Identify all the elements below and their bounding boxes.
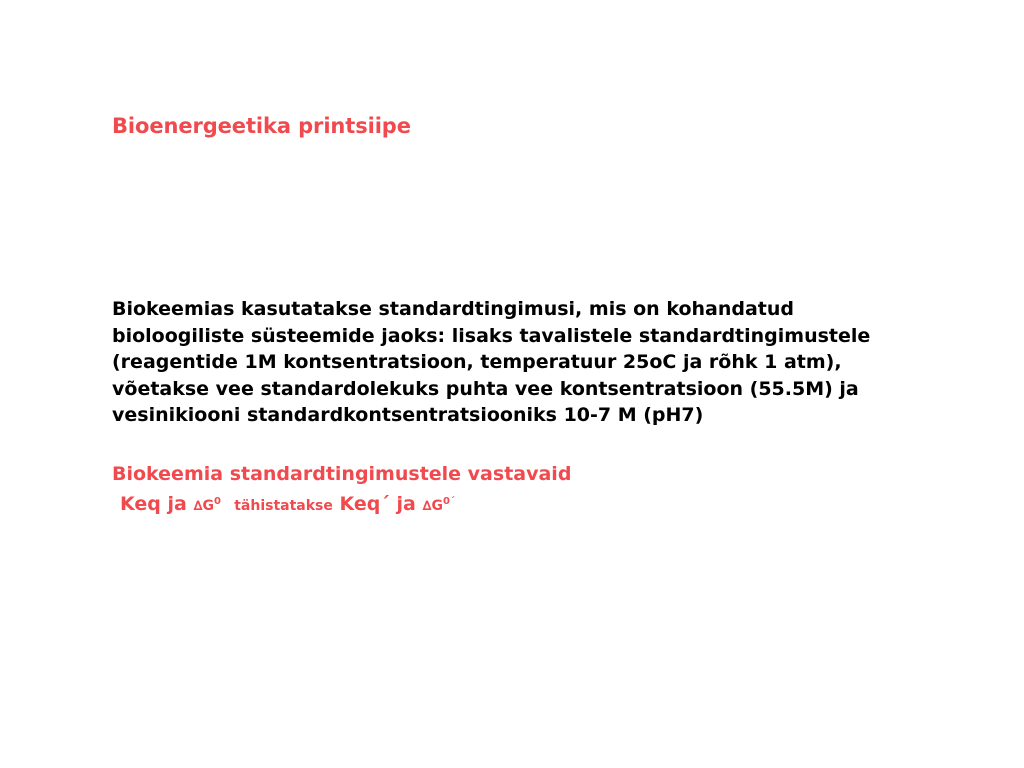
keq-prime-label: Keq´ ja [339,493,416,515]
superscript-zero-prime: 0´ [443,496,455,507]
body-line: vesinikiooni standardkontsentratsiooniks 10-7 M (pH7) [112,404,704,426]
body-paragraph [112,296,972,429]
highlight-line-1: Biokeemia standardtingimustele vastavaid [112,463,572,485]
body-line: võetakse vee standardolekuks puhta vee kontsentratsioon (55.5M) ja [112,377,859,400]
keq-label: Keq ja [120,493,187,515]
slide-title: Bioenergeetika printsiipe [112,114,411,138]
body-line: bioloogiliste süsteemide jaoks: lisaks tavalistele standardtingimustele [112,324,871,347]
highlight-line-2 [112,488,972,516]
delta-symbol: ∆ [193,499,203,514]
body-line: Biokeemias kasutatakse standardtingimusi, mis on kohandatud [112,298,795,320]
g-symbol: G [202,498,215,514]
highlight-block [112,460,972,516]
body-line: (reagentide 1M kontsentratsioon, temperatuur 25oC ja rõhk 1 atm), [112,351,842,373]
g-symbol-2: G [431,498,444,514]
superscript-zero: 0 [214,496,221,507]
denoted-word: tähistatakse [234,498,333,514]
delta-symbol-2: ∆ [422,499,432,514]
